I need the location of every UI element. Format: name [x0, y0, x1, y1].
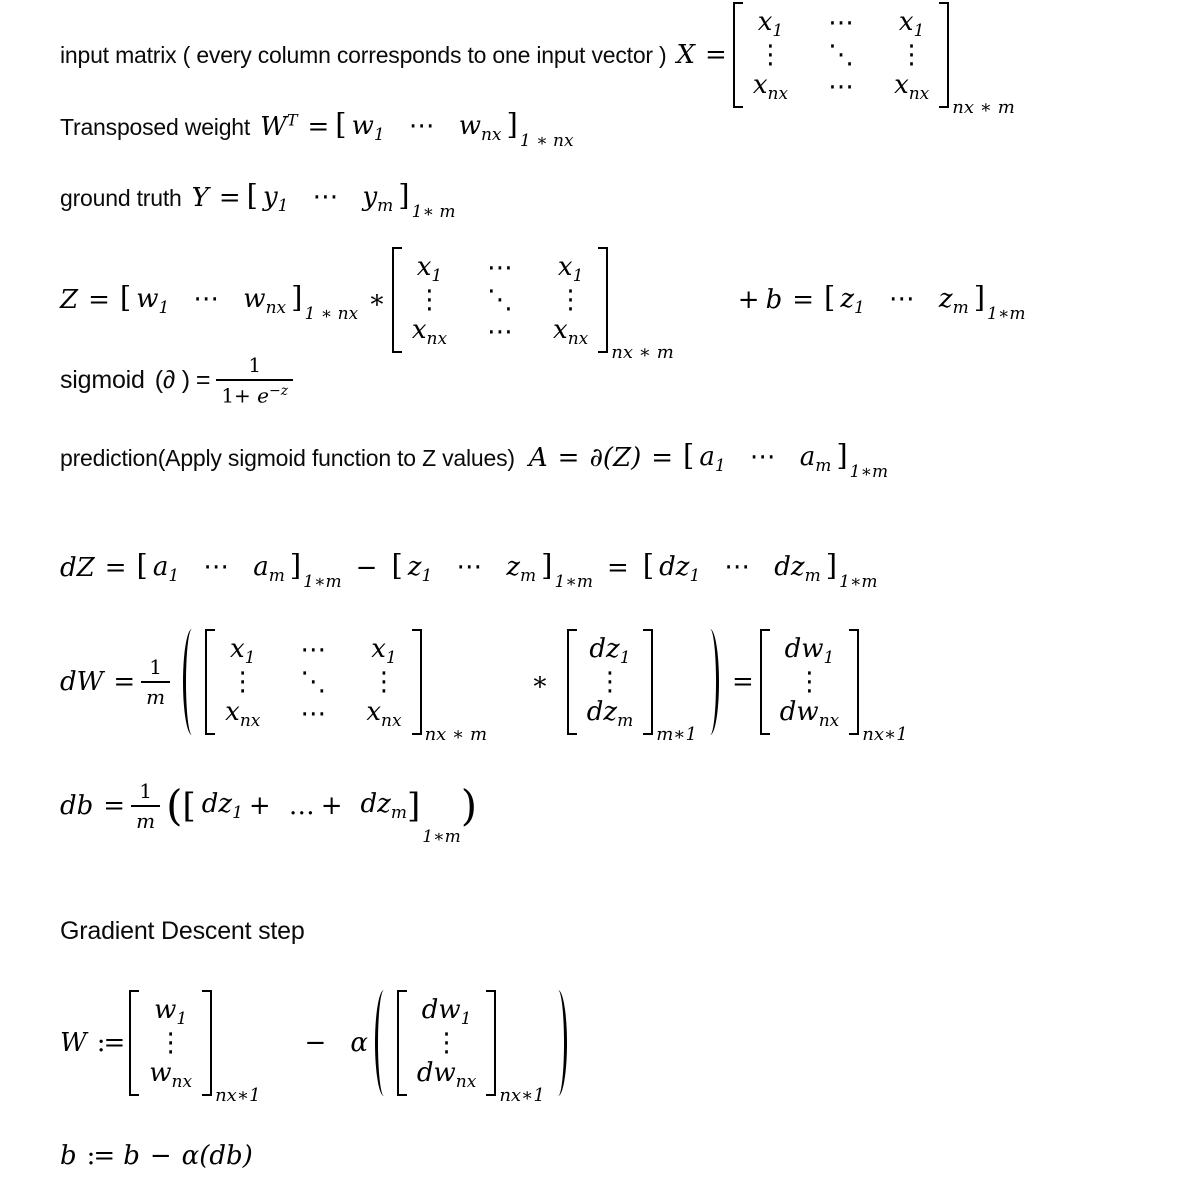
matrix-grid — [402, 247, 598, 353]
matrix-grid — [215, 629, 411, 735]
right-bracket — [939, 2, 949, 108]
dz1-term: $dz_1$ — [201, 789, 243, 824]
var-dZ: dZ — [60, 553, 95, 583]
vdots-icon: ⋮ — [898, 40, 925, 70]
vector-term: $w_{nx}$ — [243, 283, 287, 319]
equation-b-update — [60, 1138, 253, 1174]
equation-z — [60, 250, 1026, 364]
equals-sign: = — [104, 553, 127, 583]
vector-term: $y_m$ — [362, 181, 394, 217]
matrix-cell: $x_{nx}$ — [411, 315, 448, 350]
matrix-cell: $dw_{nx}$ — [779, 697, 840, 732]
vector-dimension: 1 ∗ nx — [304, 304, 359, 325]
vector-term: $w_1$ — [136, 283, 170, 319]
fraction-numerator: 1 — [248, 352, 262, 377]
matrix-cell: $x_1$ — [230, 633, 256, 668]
equals-sign: = — [88, 285, 110, 315]
equation-prediction — [60, 437, 889, 483]
alpha-db-term: α(db) — [181, 1141, 253, 1171]
dz-column-vector — [567, 629, 697, 746]
ddots-icon: ⋱ — [300, 667, 327, 697]
plus-sign: + — [320, 791, 343, 821]
matrix-cell: $x_{nx}$ — [366, 697, 402, 732]
matrix-cell: $x_1$ — [757, 6, 784, 41]
cdots-icon: ⋯ — [193, 283, 220, 314]
vdots-icon: ⋮ — [229, 667, 256, 697]
equals-sign: = — [103, 791, 126, 821]
y-row-vector — [246, 177, 456, 223]
left-bracket — [392, 247, 402, 353]
vdots-icon: ⋮ — [416, 285, 443, 315]
vector-term: $z_1$ — [407, 551, 433, 587]
fraction-numerator: 1 — [149, 655, 163, 679]
equation-transposed-weight — [60, 106, 574, 152]
left-bracket — [397, 990, 407, 1096]
x-matrix — [205, 629, 488, 746]
partial-symbol: (∂ ) — [154, 365, 190, 394]
cdots-icon: ⋯ — [300, 635, 327, 666]
matrix-cell: $x_{nx}$ — [225, 697, 261, 732]
dz-row-vector — [642, 547, 878, 593]
matrix-cell: $x_1$ — [557, 251, 584, 286]
left-bracket: [ — [335, 106, 347, 141]
var-db: db — [60, 791, 94, 821]
left-bracket: [ — [683, 437, 695, 472]
a-row-vector — [136, 547, 342, 593]
vdots-icon: ⋮ — [557, 285, 584, 315]
equation-db — [60, 772, 478, 847]
matrix-grid — [577, 629, 643, 735]
plus-sign: + — [248, 791, 271, 821]
dzm-term: $dz_m$ — [360, 789, 407, 824]
gradient-descent-label: Gradient Descent step — [60, 916, 305, 945]
cdots-icon: ⋯ — [203, 551, 230, 582]
right-bracket — [202, 990, 212, 1096]
assign-operator: := — [96, 1028, 124, 1058]
z-row-vector — [391, 547, 593, 593]
one-over-m-fraction — [141, 655, 170, 709]
left-bracket: [ — [136, 547, 148, 582]
left-bracket: [ — [119, 279, 132, 314]
var-W-transpose: $W^T$ — [260, 110, 298, 142]
matrix-grid — [139, 990, 202, 1096]
prediction-label: prediction(Apply sigmoid function to Z values) — [60, 444, 515, 471]
cdots-icon: ⋯ — [724, 551, 751, 582]
vector-term: $a_m$ — [253, 551, 285, 587]
ddots-icon: ⋱ — [828, 40, 855, 70]
matrix-dimension: nx∗1 — [215, 1085, 261, 1107]
matrix-cell: $dw_{nx}$ — [416, 1058, 477, 1093]
var-Y: Y — [191, 183, 209, 213]
cdots-icon: ⋯ — [487, 253, 514, 284]
left-bracket — [733, 2, 743, 108]
sigmoid-label: sigmoid — [60, 365, 145, 394]
left-bracket — [760, 629, 770, 735]
left-bracket: [ — [824, 279, 836, 314]
vector-term: $z_1$ — [840, 283, 865, 319]
vector-term: $a_m$ — [799, 441, 832, 477]
dw-column-vector — [397, 990, 545, 1107]
matrix-cell: $w_1$ — [154, 994, 188, 1029]
left-bracket: [ — [246, 177, 258, 212]
equals-sign: = — [557, 443, 580, 473]
fraction-denominator: m — [141, 681, 170, 709]
matrix-cell: $x_1$ — [898, 6, 925, 41]
left-bracket — [205, 629, 215, 735]
var-W: W — [60, 1028, 87, 1058]
vector-dimension: 1∗m — [422, 827, 461, 847]
right-bracket — [486, 990, 496, 1096]
matrix-dimension: nx ∗ m — [611, 342, 674, 364]
equation-ground-truth — [60, 177, 456, 223]
matrix-cell: $x_1$ — [416, 251, 443, 286]
ground-truth-label: ground truth — [60, 184, 182, 211]
right-bracket: ] — [289, 547, 302, 582]
matrix-dimension: nx∗1 — [862, 724, 908, 746]
right-bracket: ] — [506, 106, 518, 141]
vector-term: $w_1$ — [351, 110, 385, 146]
vector-term: $dz_m$ — [774, 551, 821, 587]
cdots-icon: ⋯ — [312, 181, 339, 212]
equation-dw — [60, 618, 912, 746]
matrix-dimension: nx ∗ m — [424, 724, 488, 746]
right-bracket — [598, 247, 608, 353]
fraction-denominator: $1+ e^{-z}$ — [216, 379, 293, 408]
matrix-cell: $x_{nx}$ — [894, 70, 930, 105]
vdots-icon: ⋮ — [796, 667, 823, 697]
vector-dimension: 1∗ m — [411, 202, 456, 223]
vdots-icon: ⋮ — [433, 1028, 460, 1058]
var-Z: Z — [60, 285, 79, 315]
matrix-grid — [743, 2, 939, 108]
matrix-grid — [770, 629, 849, 735]
matrix-cell: $w_{nx}$ — [149, 1058, 193, 1093]
fraction-denominator: m — [131, 805, 160, 833]
var-dW: dW — [60, 667, 104, 697]
equation-w-update — [60, 982, 574, 1107]
equation-sigmoid — [60, 352, 299, 408]
cdots-icon: ⋯ — [408, 110, 435, 141]
var-b: b — [765, 285, 783, 315]
vector-dimension: 1∗m — [303, 572, 342, 593]
right-paren — [704, 629, 719, 735]
var-X: X — [676, 40, 696, 70]
ellipsis: … — [288, 791, 315, 821]
vector-term: $dz_1$ — [659, 551, 701, 587]
vector-dimension: 1∗m — [849, 462, 889, 483]
input-matrix-label: input matrix ( every column corresponds to one input vector ) — [60, 41, 667, 68]
right-bracket: ] — [836, 437, 848, 472]
equals-sign: = — [606, 553, 629, 583]
vector-dimension: 1∗m — [987, 304, 1026, 325]
minus-sign: − — [149, 1141, 172, 1171]
right-bracket: ] — [541, 547, 553, 582]
equation-input-matrix — [60, 4, 1019, 119]
cdots-icon: ⋯ — [456, 551, 483, 582]
cdots-icon: ⋯ — [888, 283, 915, 314]
right-bracket — [643, 629, 653, 735]
cdots-icon: ⋯ — [749, 441, 776, 472]
vector-dimension: 1 ∗ nx — [519, 131, 574, 152]
matrix-cell: $x_1$ — [371, 633, 397, 668]
x-matrix — [733, 2, 1015, 119]
one-over-m-fraction — [131, 779, 160, 833]
sigmoid-fraction — [216, 353, 293, 408]
right-bracket — [849, 629, 859, 735]
parenthesized-dw-vector — [372, 990, 570, 1107]
minus-sign: − — [304, 1028, 327, 1058]
cdots-icon: ⋯ — [487, 316, 514, 347]
minus-sign: − — [355, 553, 378, 583]
equals-sign: = — [705, 40, 727, 70]
equation-dz — [60, 547, 878, 593]
matrix-cell: $x_{nx}$ — [752, 70, 789, 105]
matrix-cell: $dw_1$ — [421, 994, 472, 1029]
right-bracket: ] — [825, 547, 838, 582]
matrix-dimension: nx ∗ m — [952, 97, 1015, 119]
matrix-grid — [407, 990, 486, 1096]
left-bracket: [ — [391, 547, 403, 582]
parenthesized-product — [180, 629, 722, 746]
transposed-weight-label: Transposed weight — [60, 113, 251, 140]
w-row-vector — [335, 106, 574, 152]
cdots-icon: ⋯ — [828, 71, 855, 102]
z-row-vector — [824, 279, 1026, 325]
heading-gradient-descent — [60, 916, 305, 946]
cdots-icon: ⋯ — [300, 698, 327, 729]
left-paren — [183, 629, 198, 735]
vector-term: $a_1$ — [152, 551, 180, 587]
vector-term: $z_m$ — [938, 283, 969, 319]
left-bracket: [ — [642, 547, 655, 582]
a-row-vector — [683, 437, 889, 483]
matrix-dimension: m∗1 — [656, 724, 697, 746]
right-bracket — [412, 629, 422, 735]
multiply-star: ∗ — [531, 667, 549, 697]
plus-sign: + — [737, 285, 760, 315]
x-matrix — [392, 247, 674, 364]
var-b: b — [60, 1141, 77, 1171]
var-A: A — [528, 443, 548, 473]
right-paren — [552, 990, 567, 1096]
vdots-icon: ⋮ — [596, 667, 623, 697]
vdots-icon: ⋮ — [370, 667, 397, 697]
multiply-star: ∗ — [368, 285, 386, 315]
equals-sign: = — [731, 667, 754, 697]
right-bracket: ] — [291, 279, 303, 314]
left-paren — [375, 990, 390, 1096]
alpha-symbol: α — [350, 1028, 368, 1058]
right-bracket: ] — [406, 786, 421, 826]
matrix-cell: $dz_1$ — [589, 633, 631, 668]
left-bracket — [129, 990, 139, 1096]
fraction-numerator: 1 — [139, 779, 152, 803]
w-row-vector — [119, 279, 359, 325]
vector-dimension: 1∗m — [554, 572, 593, 593]
cdots-icon: ⋯ — [828, 8, 855, 39]
vdots-icon: ⋮ — [757, 40, 784, 70]
left-bracket: [ — [182, 786, 196, 826]
partial-of-Z: ∂(Z) — [589, 443, 642, 473]
equals-sign: = — [651, 443, 674, 473]
equals-sign: = — [113, 667, 136, 697]
right-bracket: ] — [973, 279, 986, 314]
dw-column-vector — [760, 629, 908, 746]
matrix-dimension: nx∗1 — [499, 1085, 545, 1107]
var-b-rhs: b — [123, 1141, 140, 1171]
matrix-cell: $x_{nx}$ — [553, 315, 589, 350]
w-column-vector — [129, 990, 261, 1107]
left-paren: ( — [166, 781, 183, 830]
vector-term: $z_m$ — [506, 551, 537, 587]
vector-term: $y_1$ — [262, 181, 289, 217]
vector-term: $w_{nx}$ — [458, 110, 502, 146]
matrix-cell: $dw_1$ — [784, 633, 835, 668]
equals-sign: = — [195, 365, 211, 394]
equals-sign: = — [307, 112, 330, 142]
assign-operator: := — [86, 1141, 114, 1171]
vector-dimension: 1∗m — [839, 572, 878, 593]
equals-sign: = — [218, 183, 241, 213]
matrix-cell: $dz_m$ — [586, 697, 634, 732]
left-bracket — [567, 629, 577, 735]
vdots-icon: ⋮ — [157, 1028, 184, 1058]
right-bracket: ] — [398, 177, 410, 212]
right-paren: ) — [460, 781, 478, 830]
vector-term: $a_1$ — [699, 441, 726, 477]
equals-sign: = — [792, 285, 815, 315]
ddots-icon: ⋱ — [487, 285, 514, 315]
